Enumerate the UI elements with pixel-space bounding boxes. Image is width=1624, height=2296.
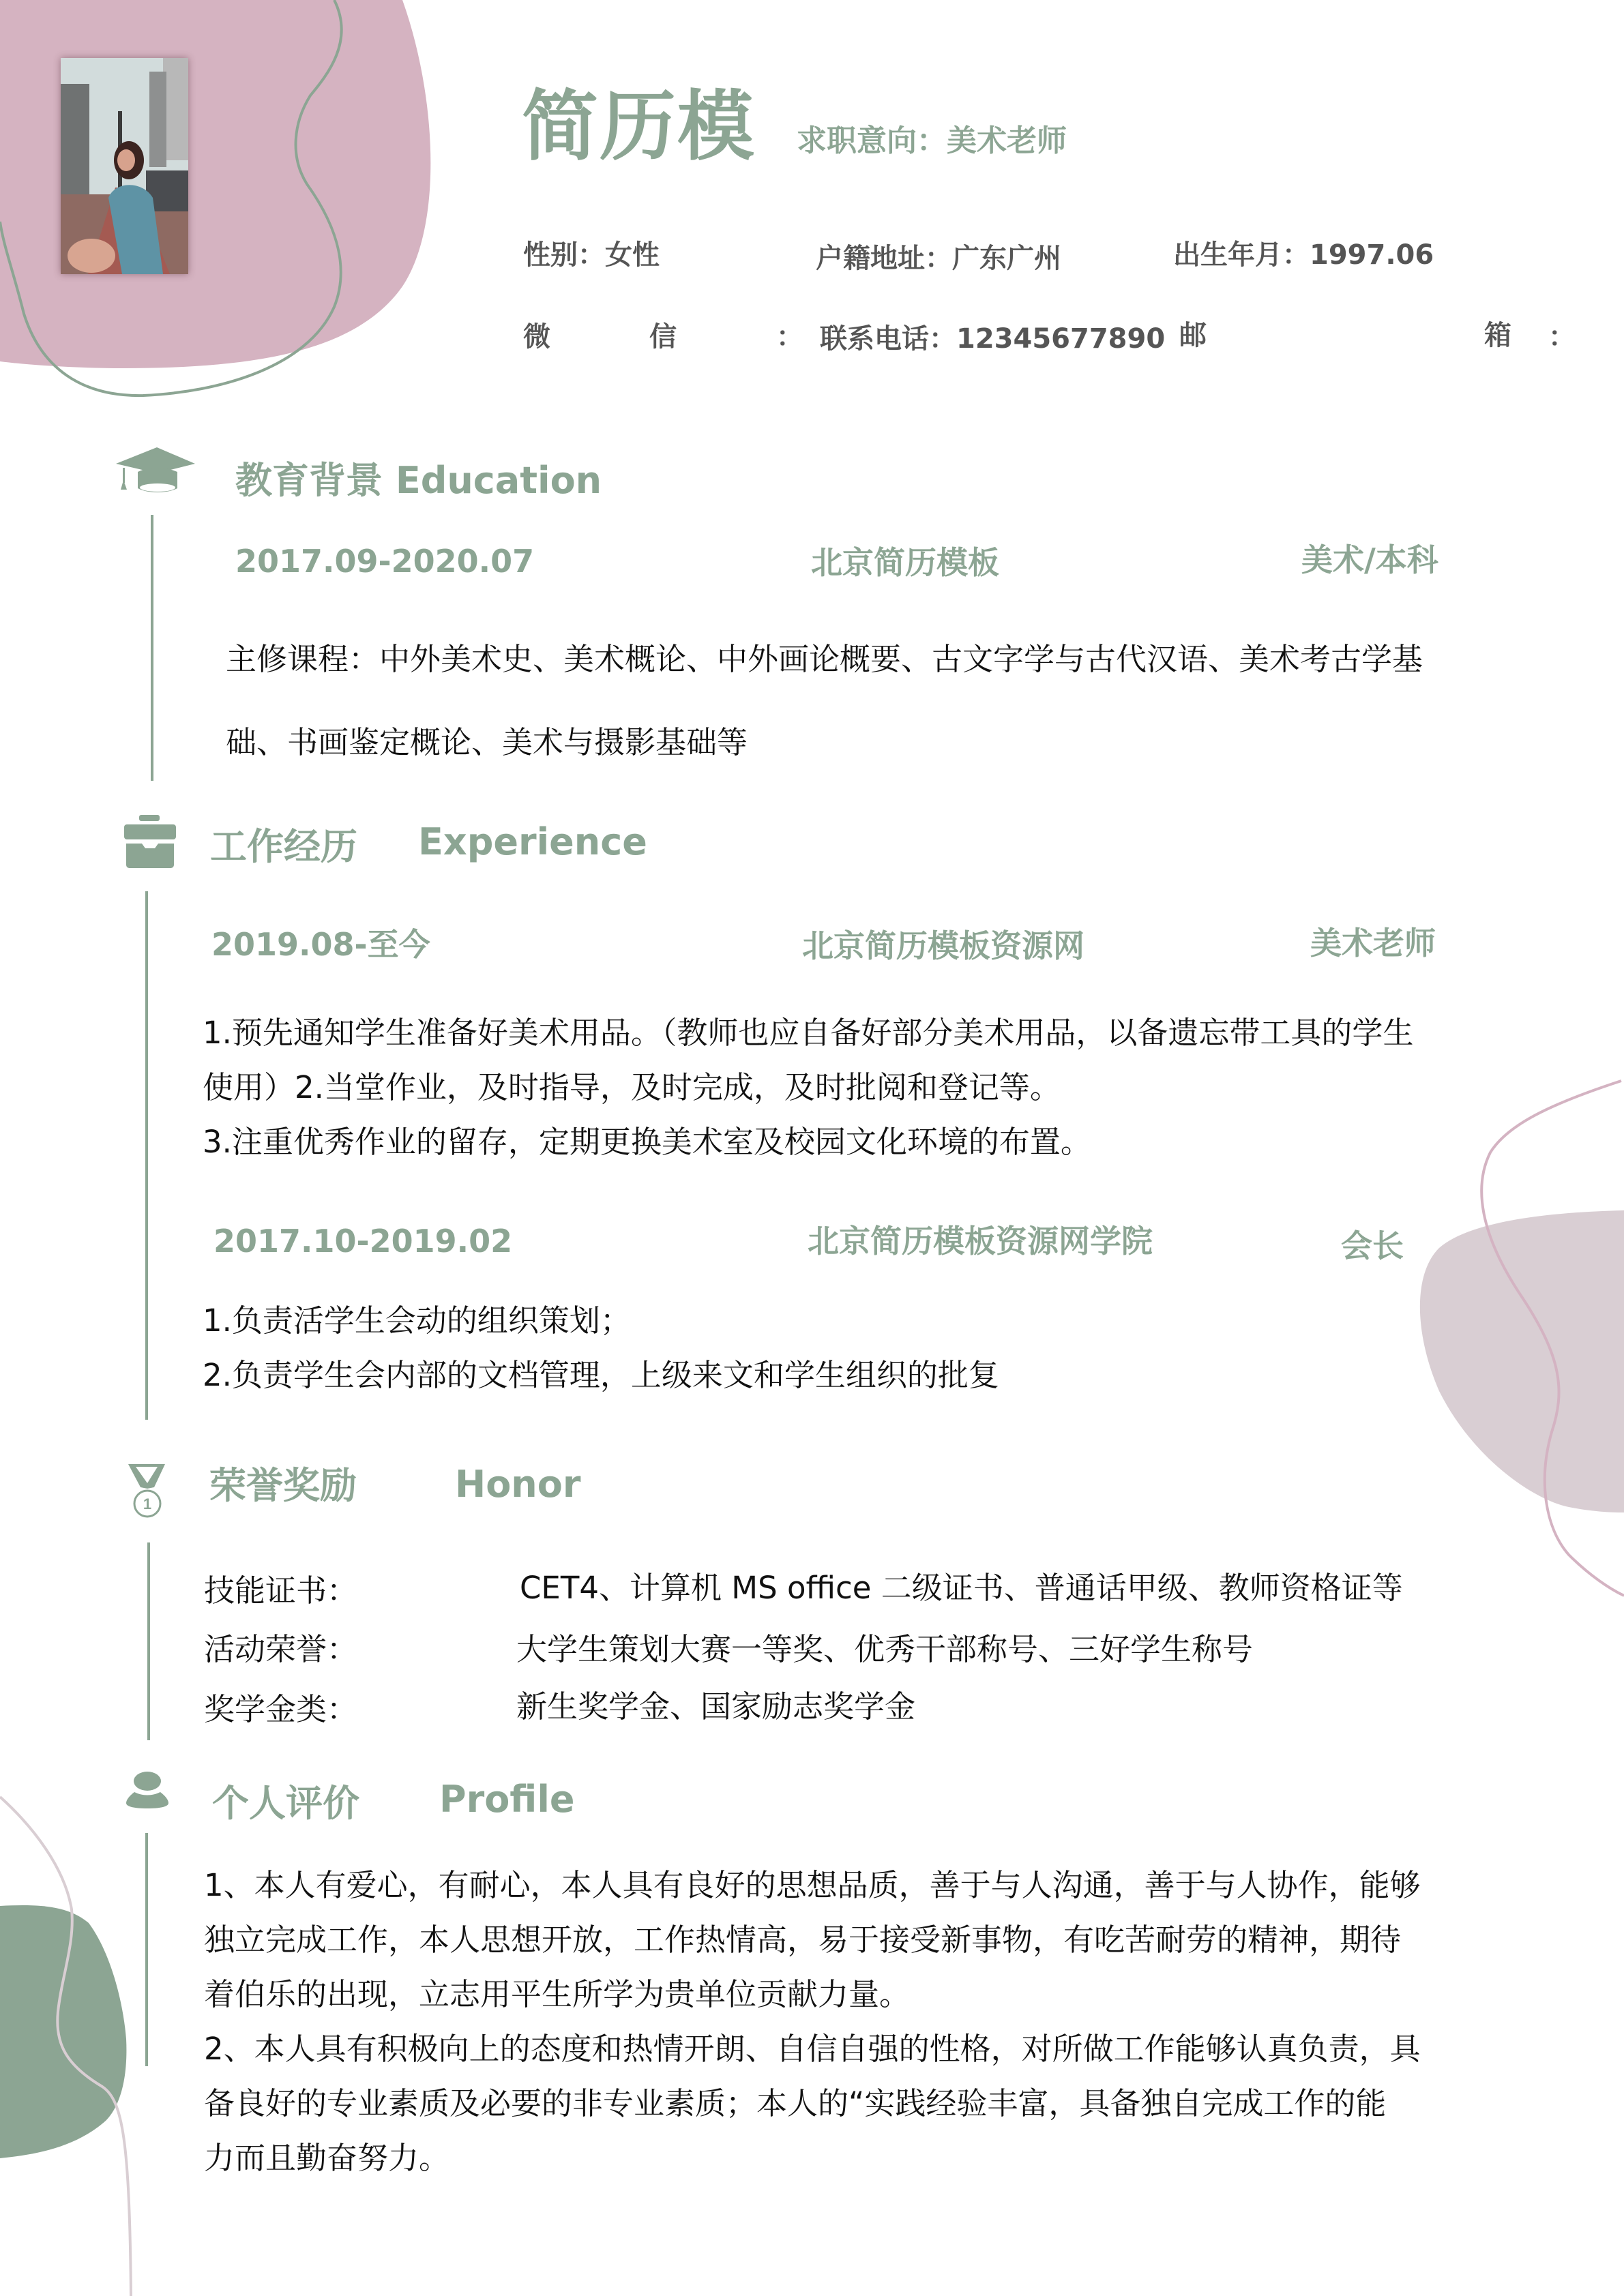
job-1-line-3: 3.注重优秀作业的留存，定期更换美术室及校园文化环境的布置。: [203, 1124, 1091, 1160]
info-wechat-label-1: 微: [523, 321, 550, 353]
education-school: 北京简历模板: [811, 544, 999, 581]
resume-name-title: 简历模: [522, 83, 755, 171]
honor-value-3: 新生奖学金、国家励志奖学金: [516, 1688, 916, 1725]
experience-title-en: Experience: [418, 820, 647, 863]
job-1-line-1: 1.预先通知学生准备好美术用品。（教师也应自备好部分美术用品，以备遗忘带工具的学生: [203, 1015, 1414, 1051]
honor-label-3: 奖学金类：: [204, 1691, 358, 1727]
honor-title-cn: 荣誉奖励: [209, 1464, 357, 1507]
job-1-role: 美术老师: [1310, 925, 1436, 961]
profile-title-en: Profile: [439, 1778, 575, 1821]
job-2-period: 2017.10-2019.02: [213, 1223, 513, 1259]
profile-photo: [61, 58, 188, 274]
profile-title-cn: 个人评价: [212, 1782, 359, 1825]
honor-title-en: Honor: [455, 1463, 581, 1506]
job-intent: 求职意向：美术老师: [797, 123, 1067, 158]
profile-line-2: 独立完成工作，本人思想开放，工作热情高，易于接受新事物，有吃苦耐劳的精神，期待: [204, 1922, 1402, 1958]
photo-illustration: [61, 58, 188, 274]
briefcase-icon: [123, 814, 177, 868]
job-1-company: 北京简历模板资源网: [802, 927, 1084, 964]
info-email-label-1: 邮: [1179, 320, 1207, 351]
green-blob-shape: [0, 1905, 126, 2158]
medal-icon: [127, 1463, 168, 1519]
honor-label-1: 技能证书：: [204, 1572, 358, 1609]
job-1-period: 2019.08-至今: [211, 926, 430, 963]
info-email-colon: ：: [1548, 321, 1576, 353]
job-2-line-2: 2.负责学生会内部的文档管理，上级来文和学生组织的批复: [203, 1357, 999, 1393]
profile-timeline-line: [145, 1833, 148, 2066]
honor-value-2: 大学生策划大赛一等奖、优秀干部称号、三好学生称号: [516, 1631, 1254, 1667]
info-wechat-label-2: 信: [649, 321, 677, 353]
mauve-blob-shape: [1420, 1210, 1624, 1512]
education-major: 美术/本科: [1301, 541, 1438, 578]
education-title-cn: 教育背景: [235, 459, 383, 502]
job-2-role: 会长: [1341, 1227, 1404, 1264]
profile-line-6: 力而且勤奋努力。: [204, 2140, 450, 2176]
education-period: 2017.09-2020.07: [235, 543, 535, 580]
honor-timeline-line: [147, 1542, 150, 1740]
education-title: [235, 459, 602, 502]
education-title-en: Education: [395, 459, 602, 502]
gray-line-curve: [0, 1797, 131, 2296]
info-birth: 出生年月：1997.06: [1173, 239, 1434, 271]
info-gender: 性别：女性: [523, 239, 660, 271]
job-2-line-1: 1.负责活学生会动的组织策划；: [203, 1302, 631, 1339]
experience-title-cn: 工作经历: [210, 825, 357, 868]
honor-label-2: 活动荣誉：: [204, 1631, 358, 1667]
job-2-company: 北京简历模板资源网学院: [808, 1223, 1153, 1259]
education-timeline-line: [151, 515, 153, 781]
job-1-line-2: 使用）2.当堂作业，及时指导，及时完成，及时批阅和登记等。: [203, 1069, 1061, 1105]
pink-line-curve: [1481, 1081, 1624, 1596]
info-hometown: 户籍地址：广东广州: [816, 243, 1061, 274]
info-wechat-colon: ：: [776, 321, 803, 353]
experience-timeline-line: [145, 891, 148, 1420]
info-email-label-2: 箱: [1484, 320, 1511, 351]
education-courses-line-2: 础、书画鉴定概论、美术与摄影基础等: [226, 724, 748, 760]
medal-number: 1: [143, 1495, 152, 1512]
person-icon: [125, 1772, 170, 1810]
education-courses-line-1: 主修课程：中外美术史、美术概论、中外画论概要、古文字学与古代汉语、美术考古学基: [226, 641, 1423, 677]
profile-line-5: 备良好的专业素质及必要的非专业素质；本人的“实践经验丰富，具备独自完成工作的能: [204, 2085, 1387, 2121]
info-phone: 联系电话：12345677890: [820, 323, 1166, 355]
profile-line-3: 着伯乐的出现，立志用平生所学为贵单位贡献力量。: [204, 1976, 911, 2012]
profile-line-4: 2、本人具有积极向上的态度和热情开朗、自信自强的性格，对所做工作能够认真负责，具: [204, 2031, 1421, 2067]
profile-line-1: 1、本人有爱心，有耐心，本人具有良好的思想品质，善于与人沟通，善于与人协作，能够: [204, 1867, 1421, 1903]
graduation-cap-icon: [115, 445, 196, 499]
honor-value-1: CET4、计算机 MS office 二级证书、普通话甲级、教师资格证等: [520, 1570, 1403, 1606]
